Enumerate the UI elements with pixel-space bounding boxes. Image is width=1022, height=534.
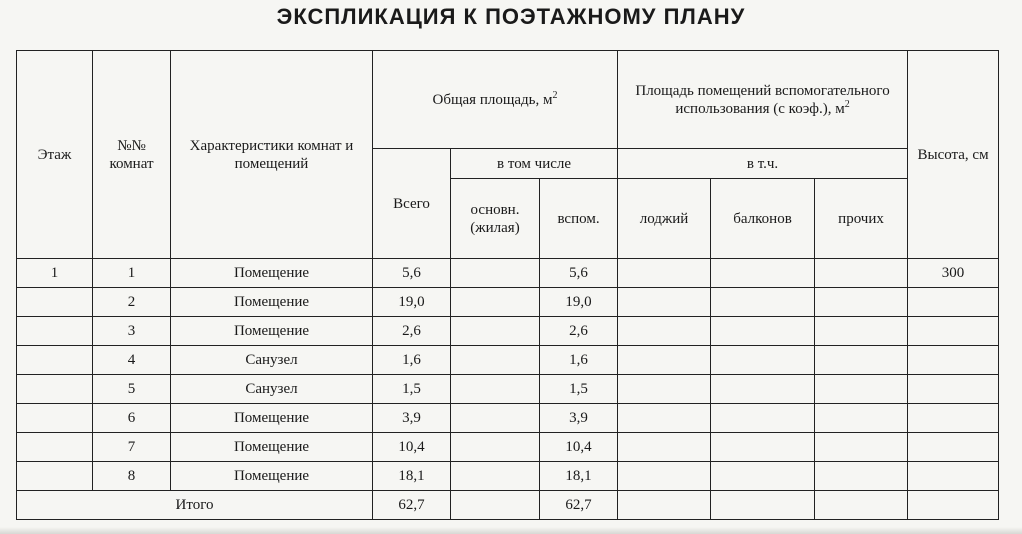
cell-room-name: Помещение bbox=[171, 433, 373, 462]
cell-balconies bbox=[711, 404, 815, 433]
cell-other bbox=[815, 433, 908, 462]
page-bottom-edge bbox=[0, 527, 1022, 534]
table-row bbox=[17, 375, 999, 404]
cell-height bbox=[908, 462, 999, 491]
totals-balconies bbox=[711, 491, 815, 520]
cell-room-no: 2 bbox=[93, 288, 171, 317]
header-aux: вспом. bbox=[540, 179, 618, 259]
cell-loggias bbox=[618, 288, 711, 317]
cell-other bbox=[815, 404, 908, 433]
header-other: прочих bbox=[815, 179, 908, 259]
cell-room-name: Помещение bbox=[171, 288, 373, 317]
cell-room-no: 1 bbox=[93, 259, 171, 288]
cell-loggias bbox=[618, 375, 711, 404]
cell-aux: 2,6 bbox=[540, 317, 618, 346]
table-row bbox=[17, 404, 999, 433]
cell-floor: 1 bbox=[17, 259, 93, 288]
cell-loggias bbox=[618, 462, 711, 491]
cell-floor bbox=[17, 433, 93, 462]
cell-room-name: Помещение bbox=[171, 259, 373, 288]
header-balconies: балконов bbox=[711, 179, 815, 259]
cell-main bbox=[451, 375, 540, 404]
cell-other bbox=[815, 462, 908, 491]
cell-total: 3,9 bbox=[373, 404, 451, 433]
cell-balconies bbox=[711, 346, 815, 375]
cell-room-no: 6 bbox=[93, 404, 171, 433]
cell-room-name: Санузел bbox=[171, 346, 373, 375]
totals-loggias bbox=[618, 491, 711, 520]
cell-total: 19,0 bbox=[373, 288, 451, 317]
header-main: основн. (жилая) bbox=[451, 179, 540, 259]
totals-total: 62,7 bbox=[373, 491, 451, 520]
cell-other bbox=[815, 259, 908, 288]
cell-total: 1,5 bbox=[373, 375, 451, 404]
header-rooms-no: №№ комнат bbox=[93, 51, 171, 259]
cell-height bbox=[908, 375, 999, 404]
table-row bbox=[17, 259, 999, 288]
cell-total: 10,4 bbox=[373, 433, 451, 462]
cell-floor bbox=[17, 404, 93, 433]
table-row bbox=[17, 433, 999, 462]
cell-balconies bbox=[711, 317, 815, 346]
cell-main bbox=[451, 317, 540, 346]
cell-other bbox=[815, 346, 908, 375]
cell-balconies bbox=[711, 433, 815, 462]
table-row bbox=[17, 346, 999, 375]
cell-loggias bbox=[618, 259, 711, 288]
cell-balconies bbox=[711, 288, 815, 317]
cell-main bbox=[451, 433, 540, 462]
cell-height bbox=[908, 404, 999, 433]
cell-other bbox=[815, 288, 908, 317]
header-including: в том числе bbox=[451, 149, 618, 179]
cell-room-no: 3 bbox=[93, 317, 171, 346]
cell-aux: 18,1 bbox=[540, 462, 618, 491]
cell-height bbox=[908, 346, 999, 375]
table-row bbox=[17, 317, 999, 346]
header-including-short: в т.ч. bbox=[618, 149, 908, 179]
cell-main bbox=[451, 288, 540, 317]
cell-loggias bbox=[618, 346, 711, 375]
cell-floor bbox=[17, 375, 93, 404]
cell-aux: 19,0 bbox=[540, 288, 618, 317]
cell-total: 1,6 bbox=[373, 346, 451, 375]
header-all: Всего bbox=[373, 149, 451, 259]
cell-room-no: 4 bbox=[93, 346, 171, 375]
cell-aux: 1,5 bbox=[540, 375, 618, 404]
cell-height bbox=[908, 433, 999, 462]
cell-main bbox=[451, 259, 540, 288]
cell-total: 5,6 bbox=[373, 259, 451, 288]
cell-room-name: Помещение bbox=[171, 404, 373, 433]
cell-main bbox=[451, 404, 540, 433]
cell-total: 2,6 bbox=[373, 317, 451, 346]
cell-room-no: 5 bbox=[93, 375, 171, 404]
header-aux-area: Площадь помещений вспомогательного использования (с коэф.), $м^2$ bbox=[618, 51, 908, 149]
cell-height: 300 bbox=[908, 259, 999, 288]
cell-loggias bbox=[618, 317, 711, 346]
totals-main bbox=[451, 491, 540, 520]
totals-label: Итого bbox=[17, 491, 373, 520]
cell-floor bbox=[17, 462, 93, 491]
header-total-area: Общая площадь, $м^2$ bbox=[373, 51, 618, 149]
cell-floor bbox=[17, 288, 93, 317]
totals-height bbox=[908, 491, 999, 520]
explication-table bbox=[16, 50, 999, 520]
table-row bbox=[17, 462, 999, 491]
cell-room-name: Санузел bbox=[171, 375, 373, 404]
header-floor: Этаж bbox=[17, 51, 93, 259]
cell-loggias bbox=[618, 433, 711, 462]
cell-room-no: 8 bbox=[93, 462, 171, 491]
cell-aux: 10,4 bbox=[540, 433, 618, 462]
totals-aux: 62,7 bbox=[540, 491, 618, 520]
cell-total: 18,1 bbox=[373, 462, 451, 491]
cell-height bbox=[908, 288, 999, 317]
cell-other bbox=[815, 317, 908, 346]
cell-other bbox=[815, 375, 908, 404]
cell-aux: 3,9 bbox=[540, 404, 618, 433]
table-row bbox=[17, 288, 999, 317]
cell-main bbox=[451, 462, 540, 491]
cell-room-no: 7 bbox=[93, 433, 171, 462]
cell-loggias bbox=[618, 404, 711, 433]
cell-floor bbox=[17, 346, 93, 375]
cell-balconies bbox=[711, 462, 815, 491]
cell-balconies bbox=[711, 375, 815, 404]
cell-room-name: Помещение bbox=[171, 462, 373, 491]
cell-balconies bbox=[711, 259, 815, 288]
cell-room-name: Помещение bbox=[171, 317, 373, 346]
totals-row bbox=[17, 491, 999, 520]
header-loggias: лоджий bbox=[618, 179, 711, 259]
totals-other bbox=[815, 491, 908, 520]
cell-height bbox=[908, 317, 999, 346]
cell-aux: 1,6 bbox=[540, 346, 618, 375]
cell-floor bbox=[17, 317, 93, 346]
page-title: ЭКСПЛИКАЦИЯ К ПОЭТАЖНОМУ ПЛАНУ bbox=[276, 4, 746, 29]
cell-main bbox=[451, 346, 540, 375]
header-height: Высота, см bbox=[908, 51, 999, 259]
header-characteristics: Характеристики комнат и помещений bbox=[171, 51, 373, 259]
cell-aux: 5,6 bbox=[540, 259, 618, 288]
